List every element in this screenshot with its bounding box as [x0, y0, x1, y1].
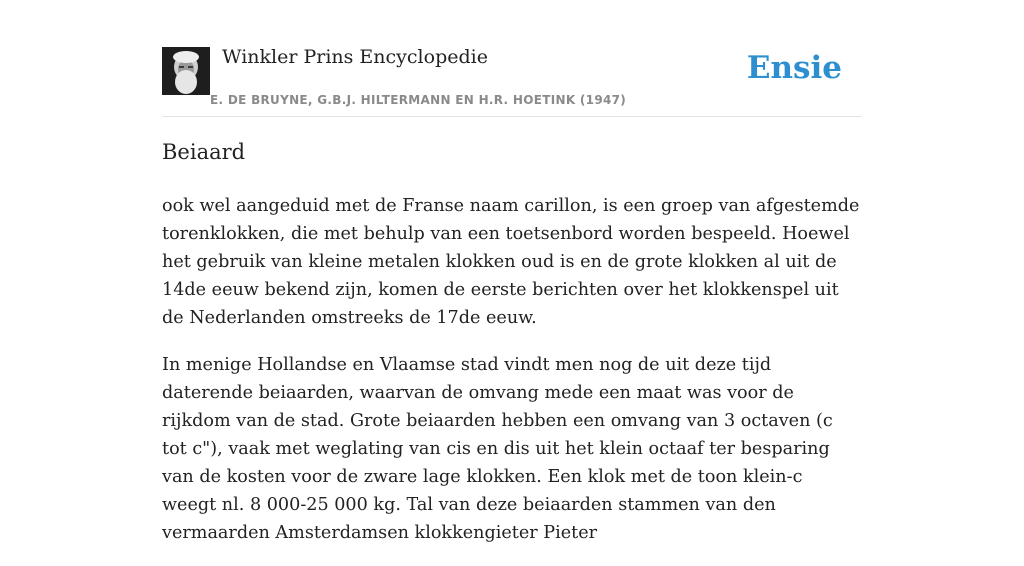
article-paragraph: In menige Hollandse en Vlaamse stad vindt men nog de uit deze tijd daterende beiaarden, waarvan de omvang mede een maat was voor de rijkdom van de stad. Grote beiaarden hebben een omvang van 3 octaven (c tot c"), vaak met weglating van cis en dis uit het klein octaaf ter besparing van de kosten voor de zware lage klokken. Een klok met de toon klein-c weegt nl. 8 000-25 000 kg. Tal van deze beiaarden stammen van den vermaarden Amsterdamsen klokkengieter Pieter — [162, 355, 833, 543]
source-authors: E. DE BRUYNE, G.B.J. HILTERMANN EN H.R. HOETINK (1947) — [210, 93, 627, 107]
source-header — [162, 46, 862, 117]
source-title[interactable]: Winkler Prins Encyclopedie — [222, 46, 488, 68]
bearded-man-portrait-icon — [162, 47, 210, 95]
article-title: Beiaard — [162, 140, 246, 164]
article-body — [162, 192, 862, 566]
article-paragraph: ook wel aangeduid met de Franse naam carillon, is een groep van afgestemde torenklokken, die met behulp van een toetsenbord worden bespeeld. Hoewel het gebruik van kleine metalen klokken oud is en de grote klokken al uit de 14de eeuw bekend zijn, komen de eerste berichten over het klokkenspel uit de Nederlanden omstreeks de 17de eeuw. — [162, 196, 860, 328]
site-logo[interactable]: Ensie — [746, 50, 842, 86]
